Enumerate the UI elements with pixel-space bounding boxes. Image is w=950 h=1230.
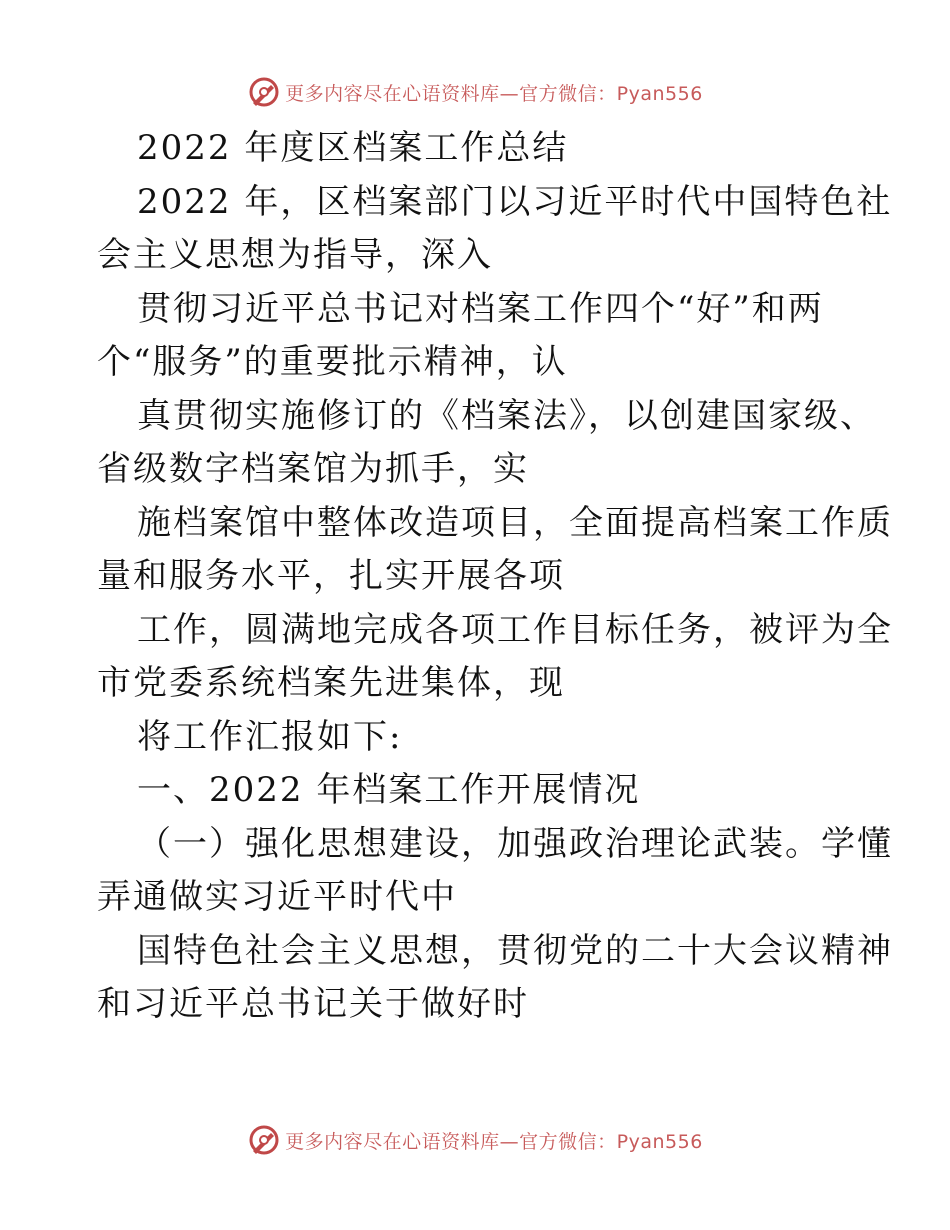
paragraph-line: 2022 年，区档案部门以习近平时代中国特色社	[137, 181, 893, 222]
paragraph-line: 弄通做实习近平时代中	[97, 877, 457, 917]
paragraph-line: 个“服务”的重要批示精神，认	[97, 342, 568, 382]
document-body	[97, 122, 893, 1032]
paragraph-line: 将工作汇报如下:	[137, 716, 403, 757]
paragraph-line: 工作，圆满地完成各项工作目标任务，被评为全	[137, 609, 893, 650]
watermark-text: 更多内容尽在心语资料库—官方微信：Pyan556	[285, 1130, 703, 1153]
paragraph-line: 国特色社会主义思想，贯彻党的二十大会议精神	[137, 930, 893, 971]
section-heading: 一、2022 年档案工作开展情况	[137, 770, 641, 810]
paragraph-line: 量和服务水平，扎实开展各项	[97, 556, 565, 596]
paragraph-line: 真贯彻实施修订的《档案法》，以创建国家级、	[137, 395, 876, 436]
paragraph-line: 省级数字档案馆为抓手，实	[97, 449, 529, 489]
paragraph-line: 会主义思想为指导，深入	[97, 235, 493, 275]
watermark-text: 更多内容尽在心语资料库—官方微信：Pyan556	[285, 82, 703, 105]
document-title: 2022 年度区档案工作总结	[137, 128, 569, 168]
paragraph-line: 施档案馆中整体改造项目，全面提高档案工作质	[137, 502, 893, 543]
footer-watermark	[0, 1120, 950, 1160]
paragraph-line: 和习近平总书记关于做好时	[97, 984, 529, 1024]
pen-logo-icon	[247, 75, 281, 109]
paragraph-line: 贯彻习近平总书记对档案工作四个“好”和两	[137, 288, 824, 329]
paragraph-line: 市党委系统档案先进集体，现	[97, 663, 565, 703]
pen-logo-icon	[247, 1123, 281, 1157]
subsection-heading: （一）强化思想建设，加强政治理论武装。学懂	[137, 823, 893, 864]
header-watermark	[0, 72, 950, 112]
